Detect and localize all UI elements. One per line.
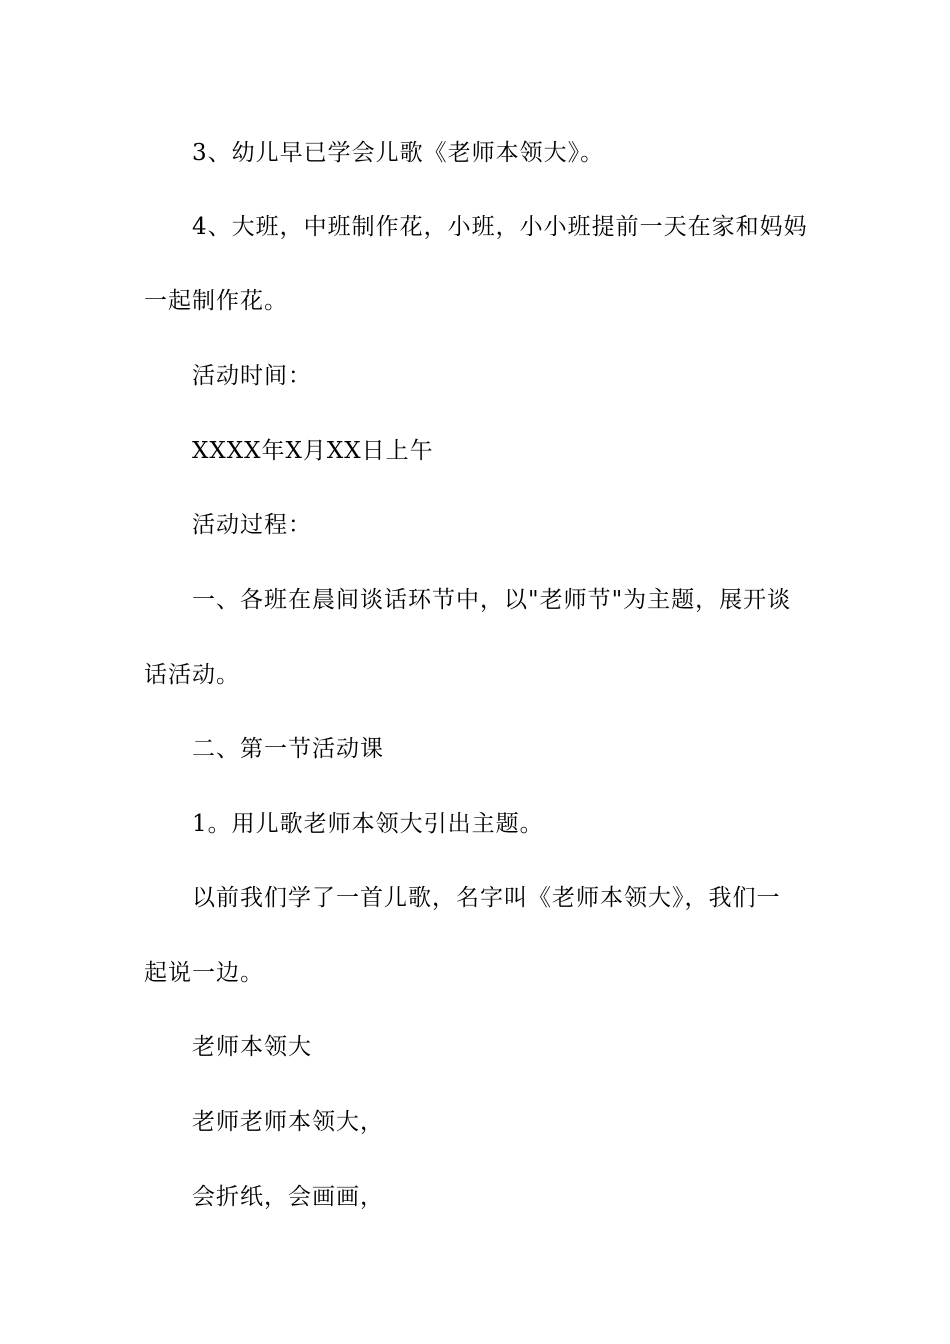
paragraph-line: 一、各班在晨间谈话环节中，以"老师节"为主题，展开谈 <box>192 587 792 613</box>
poem-line: 老师老师本领大， <box>192 1109 384 1135</box>
paragraph-line: 一起制作花。 <box>144 288 288 314</box>
paragraph-line: 起说一边。 <box>144 960 264 986</box>
poem-line: 会折纸，会画画， <box>192 1184 384 1210</box>
paragraph-line: 3、幼儿早已学会儿歌《老师本领大》。 <box>192 140 605 166</box>
section-label: 二、第一节活动课 <box>192 736 384 762</box>
paragraph-line: XXXX年X月XX日上午 <box>192 438 434 464</box>
paragraph-line: 话活动。 <box>144 662 240 688</box>
paragraph-line: 以前我们学了一首儿歌，名字叫《老师本领大》，我们一 <box>192 885 781 911</box>
section-label: 活动过程： <box>192 512 312 538</box>
paragraph-line: 4、大班，中班制作花，小班，小小班提前一天在家和妈妈 <box>192 214 808 240</box>
poem-title: 老师本领大 <box>192 1034 312 1060</box>
paragraph-line: 1。用儿歌老师本领大引出主题。 <box>192 811 544 837</box>
section-label: 活动时间： <box>192 363 312 389</box>
